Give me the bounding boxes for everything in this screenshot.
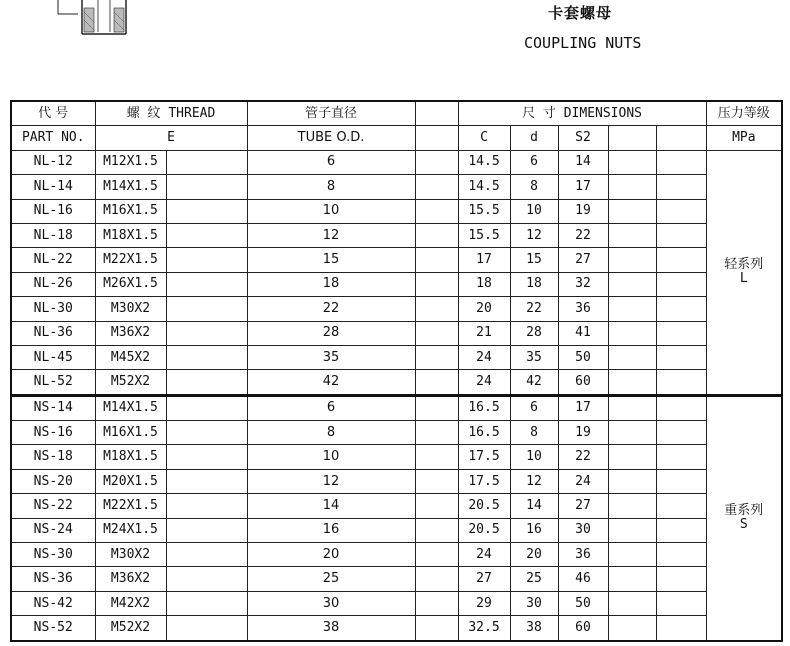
table-row (11, 321, 782, 345)
cell-pressure-grade (706, 395, 782, 640)
cell-s2: 36 (558, 297, 608, 321)
cell-pressure-grade (706, 150, 782, 395)
cell-blank (415, 345, 458, 369)
cell-thread: M12X1.5 (95, 150, 166, 174)
cell-blank (608, 370, 656, 395)
cell-d: 18 (510, 272, 558, 296)
header-blank (415, 101, 458, 126)
cell-tube: 25 (247, 567, 415, 591)
table-row (11, 567, 782, 591)
nut-drawing-fragment (40, 0, 160, 40)
cell-blank (608, 297, 656, 321)
pressure-series-code: S (739, 517, 748, 533)
cell-thread: M36X2 (95, 567, 166, 591)
cell-blank (166, 445, 247, 469)
pressure-series-name: 重系列 (724, 503, 764, 519)
cell-blank (656, 469, 706, 493)
cell-d: 30 (510, 591, 558, 615)
cell-blank (656, 395, 706, 420)
table-row (11, 518, 782, 542)
header-pressure: 压力等级 (706, 101, 782, 126)
cell-thread: M18X1.5 (95, 223, 166, 247)
table-row (11, 543, 782, 567)
cell-blank (656, 272, 706, 296)
cell-c: 32.5 (458, 616, 510, 641)
cell-blank (656, 616, 706, 641)
cell-blank (608, 494, 656, 518)
cell-blank (656, 494, 706, 518)
cell-thread: M45X2 (95, 345, 166, 369)
cell-part: NL-18 (11, 223, 95, 247)
header-s2: S2 (558, 126, 608, 150)
cell-blank (166, 297, 247, 321)
cell-s2: 17 (558, 175, 608, 199)
cell-tube: 10 (247, 199, 415, 223)
cell-blank (415, 518, 458, 542)
cell-d: 14 (510, 494, 558, 518)
cell-part: NS-30 (11, 543, 95, 567)
cell-s2: 36 (558, 543, 608, 567)
cell-c: 29 (458, 591, 510, 615)
cell-part: NS-24 (11, 518, 95, 542)
cell-blank (166, 345, 247, 369)
cell-blank (415, 395, 458, 420)
cell-blank (415, 494, 458, 518)
cell-blank (166, 543, 247, 567)
table-row (11, 223, 782, 247)
cell-blank (415, 543, 458, 567)
cell-thread: M18X1.5 (95, 445, 166, 469)
cell-blank (656, 175, 706, 199)
cell-blank (166, 616, 247, 641)
cell-s2: 19 (558, 421, 608, 445)
cell-blank (656, 445, 706, 469)
cell-d: 8 (510, 421, 558, 445)
cell-d: 10 (510, 199, 558, 223)
cell-blank (656, 223, 706, 247)
cell-blank (415, 175, 458, 199)
cell-c: 24 (458, 543, 510, 567)
cell-part: NL-14 (11, 175, 95, 199)
cell-thread: M22X1.5 (95, 494, 166, 518)
cell-c: 24 (458, 370, 510, 395)
table-row (11, 150, 782, 174)
cell-c: 18 (458, 272, 510, 296)
cell-blank (166, 370, 247, 395)
cell-part: NL-12 (11, 150, 95, 174)
table-row (11, 199, 782, 223)
cell-tube: 20 (247, 543, 415, 567)
pressure-series-code: L (739, 271, 748, 287)
cell-thread: M14X1.5 (95, 175, 166, 199)
cell-blank (166, 248, 247, 272)
cell-tube: 8 (247, 421, 415, 445)
cell-blank (608, 150, 656, 174)
cell-tube: 14 (247, 494, 415, 518)
cell-blank (166, 494, 247, 518)
table-row (11, 445, 782, 469)
cell-d: 12 (510, 223, 558, 247)
header-blank (415, 126, 458, 150)
cell-blank (608, 445, 656, 469)
cell-blank (415, 591, 458, 615)
cell-s2: 24 (558, 469, 608, 493)
cell-tube: 42 (247, 370, 415, 395)
cell-blank (608, 272, 656, 296)
cell-s2: 32 (558, 272, 608, 296)
cell-blank (608, 175, 656, 199)
cell-blank (415, 370, 458, 395)
cell-blank (656, 421, 706, 445)
cell-d: 38 (510, 616, 558, 641)
cell-c: 24 (458, 345, 510, 369)
cell-thread: M52X2 (95, 370, 166, 395)
cell-blank (415, 223, 458, 247)
cell-blank (608, 223, 656, 247)
cell-part: NL-22 (11, 248, 95, 272)
cell-blank (608, 395, 656, 420)
cell-blank (656, 591, 706, 615)
cell-part: NS-16 (11, 421, 95, 445)
cell-tube: 28 (247, 321, 415, 345)
cell-s2: 14 (558, 150, 608, 174)
cell-s2: 17 (558, 395, 608, 420)
table-row (11, 469, 782, 493)
cell-blank (608, 567, 656, 591)
cell-blank (656, 345, 706, 369)
cell-blank (415, 567, 458, 591)
cell-part: NS-22 (11, 494, 95, 518)
cell-blank (415, 469, 458, 493)
cell-tube: 15 (247, 248, 415, 272)
cell-c: 17.5 (458, 469, 510, 493)
cell-c: 16.5 (458, 421, 510, 445)
cell-s2: 22 (558, 445, 608, 469)
cell-blank (166, 272, 247, 296)
table-row (11, 494, 782, 518)
cell-d: 10 (510, 445, 558, 469)
table-row (11, 591, 782, 615)
cell-c: 16.5 (458, 395, 510, 420)
cell-s2: 46 (558, 567, 608, 591)
cell-part: NL-52 (11, 370, 95, 395)
cell-thread: M26X1.5 (95, 272, 166, 296)
cell-s2: 30 (558, 518, 608, 542)
cell-s2: 27 (558, 494, 608, 518)
table-row (11, 248, 782, 272)
cell-thread: M24X1.5 (95, 518, 166, 542)
cell-c: 15.5 (458, 223, 510, 247)
cell-part: NL-45 (11, 345, 95, 369)
cell-blank (656, 321, 706, 345)
cell-part: NL-30 (11, 297, 95, 321)
table-row (11, 175, 782, 199)
cell-part: NS-42 (11, 591, 95, 615)
cell-blank (608, 543, 656, 567)
cell-d: 6 (510, 150, 558, 174)
cell-tube: 6 (247, 150, 415, 174)
cell-blank (415, 321, 458, 345)
cell-thread: M30X2 (95, 297, 166, 321)
table-row (11, 297, 782, 321)
cell-s2: 22 (558, 223, 608, 247)
header-dimensions: 尺 寸 DIMENSIONS (458, 101, 706, 126)
cell-blank (166, 395, 247, 420)
cell-c: 21 (458, 321, 510, 345)
cell-s2: 50 (558, 345, 608, 369)
cell-d: 20 (510, 543, 558, 567)
cell-thread: M42X2 (95, 591, 166, 615)
cell-tube: 12 (247, 469, 415, 493)
cell-part: NS-18 (11, 445, 95, 469)
cell-blank (166, 591, 247, 615)
coupling-nuts-spec-table (10, 100, 783, 642)
cell-tube: 10 (247, 445, 415, 469)
cell-c: 20.5 (458, 494, 510, 518)
header-e: E (95, 126, 247, 150)
cell-tube: 16 (247, 518, 415, 542)
cell-c: 14.5 (458, 150, 510, 174)
pressure-series-name: 轻系列 (724, 257, 764, 273)
title-english: COUPLING NUTS (524, 34, 642, 52)
cell-blank (656, 370, 706, 395)
cell-thread: M30X2 (95, 543, 166, 567)
header-row-2 (11, 126, 782, 150)
cell-blank (166, 223, 247, 247)
cell-part: NL-16 (11, 199, 95, 223)
cell-d: 8 (510, 175, 558, 199)
cell-thread: M52X2 (95, 616, 166, 641)
cell-thread: M20X1.5 (95, 469, 166, 493)
cell-d: 15 (510, 248, 558, 272)
cell-blank (608, 616, 656, 641)
cell-part: NL-36 (11, 321, 95, 345)
cell-blank (166, 567, 247, 591)
cell-d: 22 (510, 297, 558, 321)
cell-blank (415, 150, 458, 174)
cell-blank (415, 445, 458, 469)
cell-c: 17 (458, 248, 510, 272)
cell-c: 15.5 (458, 199, 510, 223)
cell-thread: M22X1.5 (95, 248, 166, 272)
header-tube-od: TUBE O.D. (247, 126, 415, 150)
header-code: 代 号 (11, 101, 95, 126)
cell-blank (608, 321, 656, 345)
header-part-no: PART NO. (11, 126, 95, 150)
cell-d: 25 (510, 567, 558, 591)
cell-blank (166, 321, 247, 345)
header-c: C (458, 126, 510, 150)
cell-tube: 35 (247, 345, 415, 369)
table-row (11, 272, 782, 296)
cell-tube: 12 (247, 223, 415, 247)
header-d: d (510, 126, 558, 150)
cell-blank (415, 272, 458, 296)
cell-blank (166, 175, 247, 199)
cell-tube: 6 (247, 395, 415, 420)
cell-blank (656, 543, 706, 567)
cell-part: NS-52 (11, 616, 95, 641)
cell-tube: 18 (247, 272, 415, 296)
cell-blank (608, 248, 656, 272)
cell-blank (166, 469, 247, 493)
cell-d: 35 (510, 345, 558, 369)
cell-c: 20 (458, 297, 510, 321)
cell-blank (415, 616, 458, 641)
header-blank (656, 126, 706, 150)
cell-tube: 38 (247, 616, 415, 641)
cell-blank (166, 421, 247, 445)
cell-blank (656, 518, 706, 542)
cell-d: 42 (510, 370, 558, 395)
cell-d: 6 (510, 395, 558, 420)
table-row (11, 616, 782, 641)
cell-s2: 60 (558, 616, 608, 641)
cell-c: 17.5 (458, 445, 510, 469)
cell-tube: 8 (247, 175, 415, 199)
cell-thread: M36X2 (95, 321, 166, 345)
cell-blank (608, 469, 656, 493)
cell-d: 16 (510, 518, 558, 542)
cell-blank (608, 199, 656, 223)
cell-thread: M16X1.5 (95, 199, 166, 223)
header-mpa: MPa (706, 126, 782, 150)
table-row (11, 345, 782, 369)
cell-part: NS-14 (11, 395, 95, 420)
table-row (11, 421, 782, 445)
cell-blank (166, 518, 247, 542)
cell-tube: 30 (247, 591, 415, 615)
cell-part: NL-26 (11, 272, 95, 296)
cell-blank (608, 591, 656, 615)
header-blank (608, 126, 656, 150)
cell-s2: 50 (558, 591, 608, 615)
cell-s2: 27 (558, 248, 608, 272)
cell-c: 20.5 (458, 518, 510, 542)
cell-c: 27 (458, 567, 510, 591)
cell-blank (656, 297, 706, 321)
cell-part: NS-20 (11, 469, 95, 493)
cell-c: 14.5 (458, 175, 510, 199)
cell-blank (415, 421, 458, 445)
cell-blank (415, 199, 458, 223)
cell-blank (656, 567, 706, 591)
cell-blank (415, 248, 458, 272)
table-row (11, 395, 782, 420)
cell-tube: 22 (247, 297, 415, 321)
cell-s2: 19 (558, 199, 608, 223)
cell-blank (608, 345, 656, 369)
header-row-1 (11, 101, 782, 126)
header-thread: 螺 纹 THREAD (95, 101, 247, 126)
table-row (11, 370, 782, 395)
cell-blank (608, 421, 656, 445)
cell-blank (656, 150, 706, 174)
cell-blank (608, 518, 656, 542)
title-chinese: 卡套螺母 (548, 4, 613, 22)
cell-s2: 60 (558, 370, 608, 395)
cell-s2: 41 (558, 321, 608, 345)
cell-thread: M16X1.5 (95, 421, 166, 445)
cell-blank (656, 199, 706, 223)
cell-thread: M14X1.5 (95, 395, 166, 420)
cell-part: NS-36 (11, 567, 95, 591)
cell-blank (415, 297, 458, 321)
cell-d: 28 (510, 321, 558, 345)
cell-blank (166, 199, 247, 223)
cell-blank (656, 248, 706, 272)
header-tube: 管子直径 (247, 101, 415, 126)
cell-d: 12 (510, 469, 558, 493)
cell-blank (166, 150, 247, 174)
